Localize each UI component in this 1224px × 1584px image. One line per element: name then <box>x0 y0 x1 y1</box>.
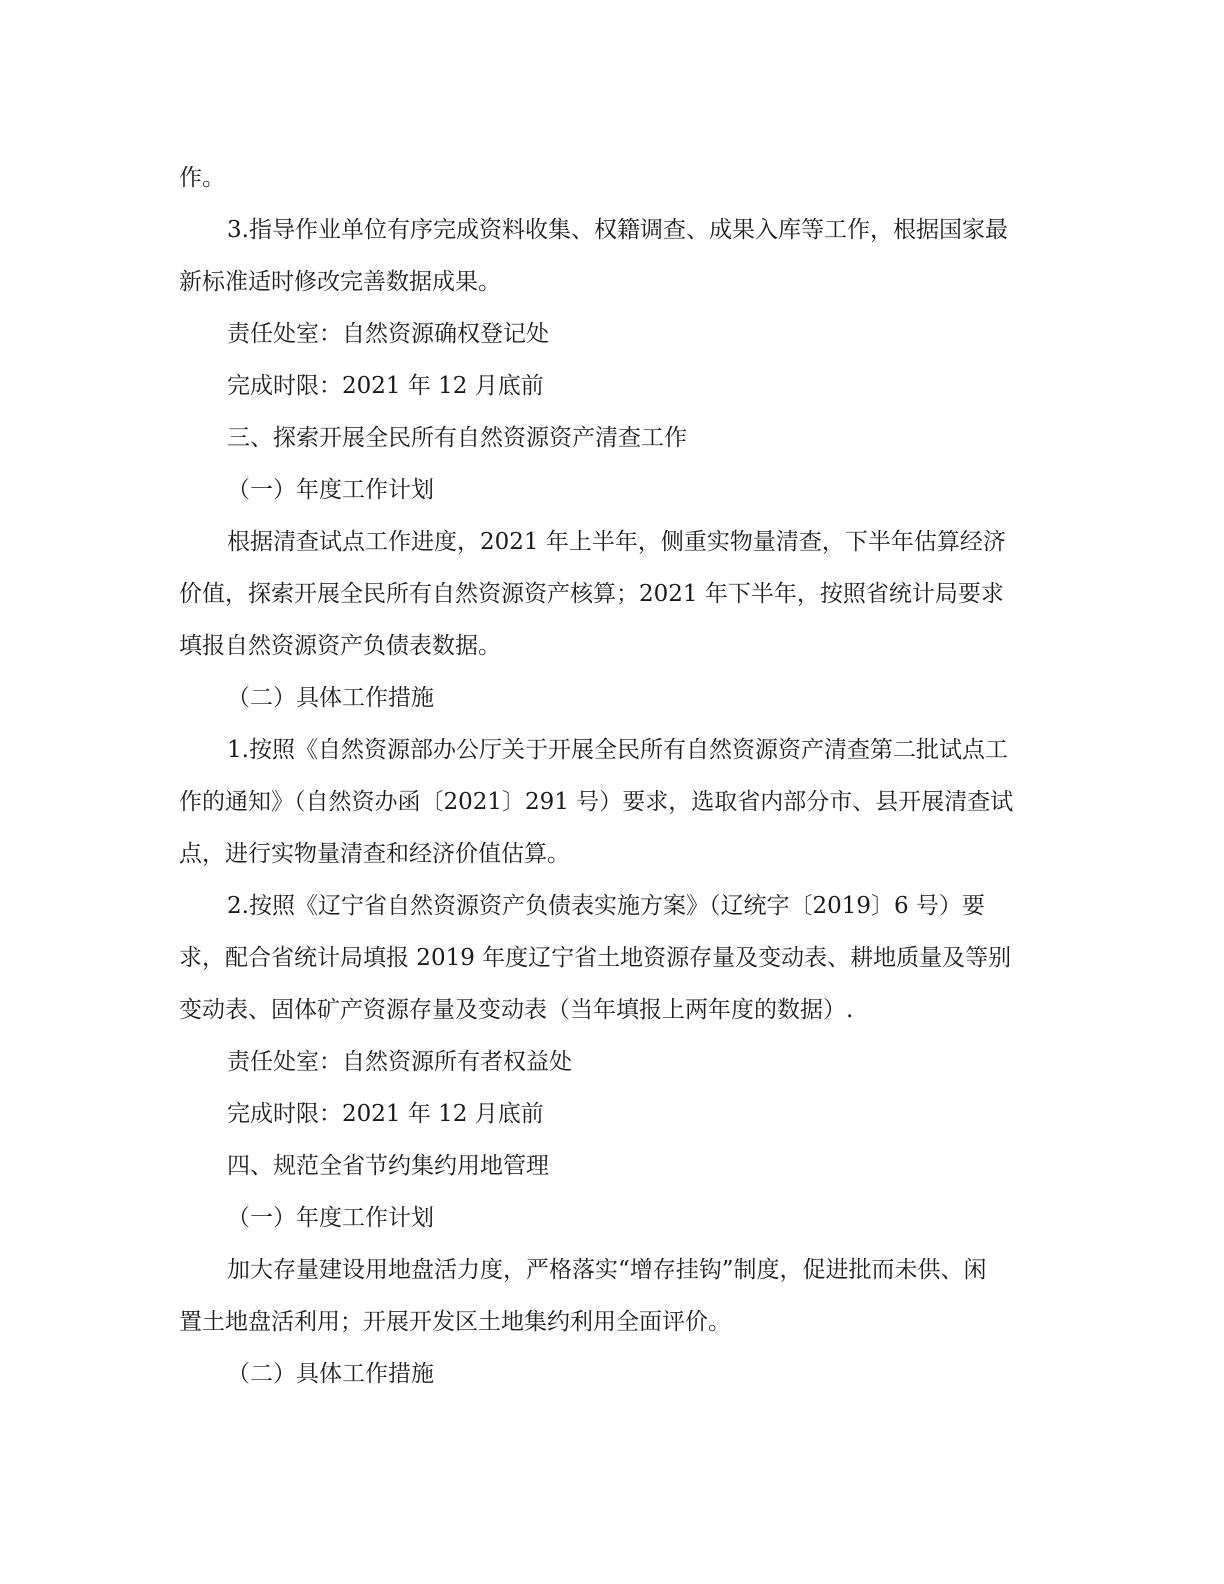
text-line: 3.指导作业单位有序完成资料收集、权籍调查、成果入库等工作，根据国家最 <box>227 217 1008 243</box>
text-line: 2.按照《辽宁省自然资源资产负债表实施方案》（辽统字〔2019〕6 号）要 <box>227 893 985 919</box>
deadline: 完成时限：2021 年 12 月底前 <box>227 373 544 399</box>
text-line: 1.按照《自然资源部办公厅关于开展全民所有自然资源资产清查第二批试点工 <box>227 737 1008 763</box>
text-line: 填报自然资源资产负债表数据。 <box>179 633 501 659</box>
subsection-heading: （二）具体工作措施 <box>227 685 434 711</box>
subsection-heading: （一）年度工作计划 <box>227 477 434 503</box>
text-line: 价值，探索开展全民所有自然资源资产核算；2021 年下半年，按照省统计局要求 <box>179 581 1004 607</box>
text-line: 新标准适时修改完善数据成果。 <box>179 269 501 295</box>
responsible-office: 责任处室：自然资源所有者权益处 <box>227 1049 572 1075</box>
text-line: 作的通知》（自然资办函〔2021〕291 号）要求，选取省内部分市、县开展清查试 <box>179 789 1014 815</box>
section-heading: 四、规范全省节约集约用地管理 <box>227 1153 549 1179</box>
text-line: 置土地盘活利用；开展开发区土地集约利用全面评价。 <box>179 1309 731 1335</box>
text-line: 求，配合省统计局填报 2019 年度辽宁省土地资源存量及变动表、耕地质量及等别 <box>179 945 1012 971</box>
responsible-office: 责任处室：自然资源确权登记处 <box>227 321 549 347</box>
text-line: 加大存量建设用地盘活力度，严格落实“增存挂钩”制度，促进批而未供、闲 <box>227 1257 987 1283</box>
subsection-heading: （二）具体工作措施 <box>227 1361 434 1387</box>
deadline: 完成时限：2021 年 12 月底前 <box>227 1101 544 1127</box>
text-line: 变动表、固体矿产资源存量及变动表（当年填报上两年度的数据）. <box>179 997 854 1023</box>
text-line: 作。 <box>179 165 225 191</box>
text-line: 根据清查试点工作进度，2021 年上半年，侧重实物量清查，下半年估算经济 <box>227 529 1006 555</box>
section-heading: 三、探索开展全民所有自然资源资产清查工作 <box>227 425 687 451</box>
text-line: 点，进行实物量清查和经济价值估算。 <box>179 841 570 867</box>
subsection-heading: （一）年度工作计划 <box>227 1205 434 1231</box>
